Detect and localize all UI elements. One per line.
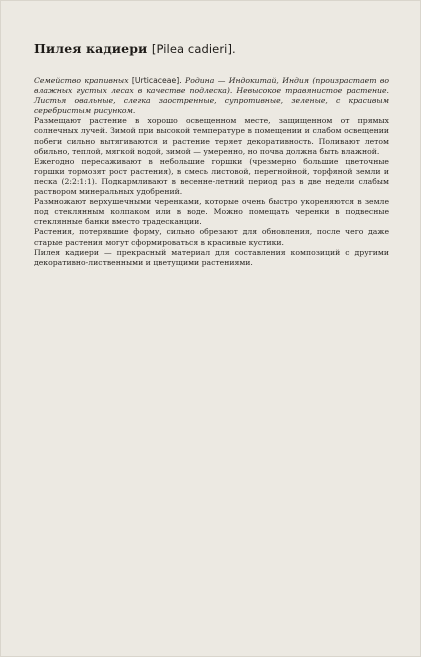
intro-text-part2: . Родина — Индокитай, Индия (произрастает во влажных густых лесах в качестве подлеска). Невысокое травянистое растение. Листья овальные, слегка заостренные, супротивные, зеленые, с красивым серебристым рисунком. [34,76,389,116]
intro-paragraph [34,76,389,116]
paragraph-placement-watering: Размещают растение в хорошо освещенном месте, защищенном от прямых солнечных лучей. Зимой при высокой температуре в помещении и слабом освещении побеги сильно вытягиваются и растение теряет декоративность. Поливают летом обильно, теплой, мягкой водой, зимой — умеренно, но почва должна быть влажной. [34,116,389,156]
paragraph-propagation: Размножают верхушечными черенками, которые очень быстро укореняются в земле под стеклянным колпаком или в воде. Можно помещать черенки в подвесные стеклянные банки вместо традесканции. [34,197,389,227]
intro-text-part1: Семейство крапивных [34,76,132,85]
page-title [34,41,389,57]
title-latin: [Pilea cadieri]. [151,42,236,56]
paragraph-repotting: Ежегодно пересаживают в небольшие горшки (чрезмерно большие цветочные горшки тормозят рост растения), в смесь листовой, перегнойной, торфяной земли и песка (2:2:1:1). Подкармливают в весенне-летний период раз в две недели слабым раствором минеральных удобрений. [34,156,389,197]
paragraph-pruning: Растения, потерявшие форму, сильно обрезают для обновления, после чего даже старые растения могут сформироваться в красивые кустики. [34,227,389,247]
family-latin-name: [Urticaceae] [131,76,180,85]
title-russian: Пилея кадиери [34,41,148,56]
paragraph-compositions: Пилея кадиери — прекрасный материал для составления композиций с другими декоративно-лиственными и цветущими растениями. [34,247,389,267]
article-body [34,41,389,268]
